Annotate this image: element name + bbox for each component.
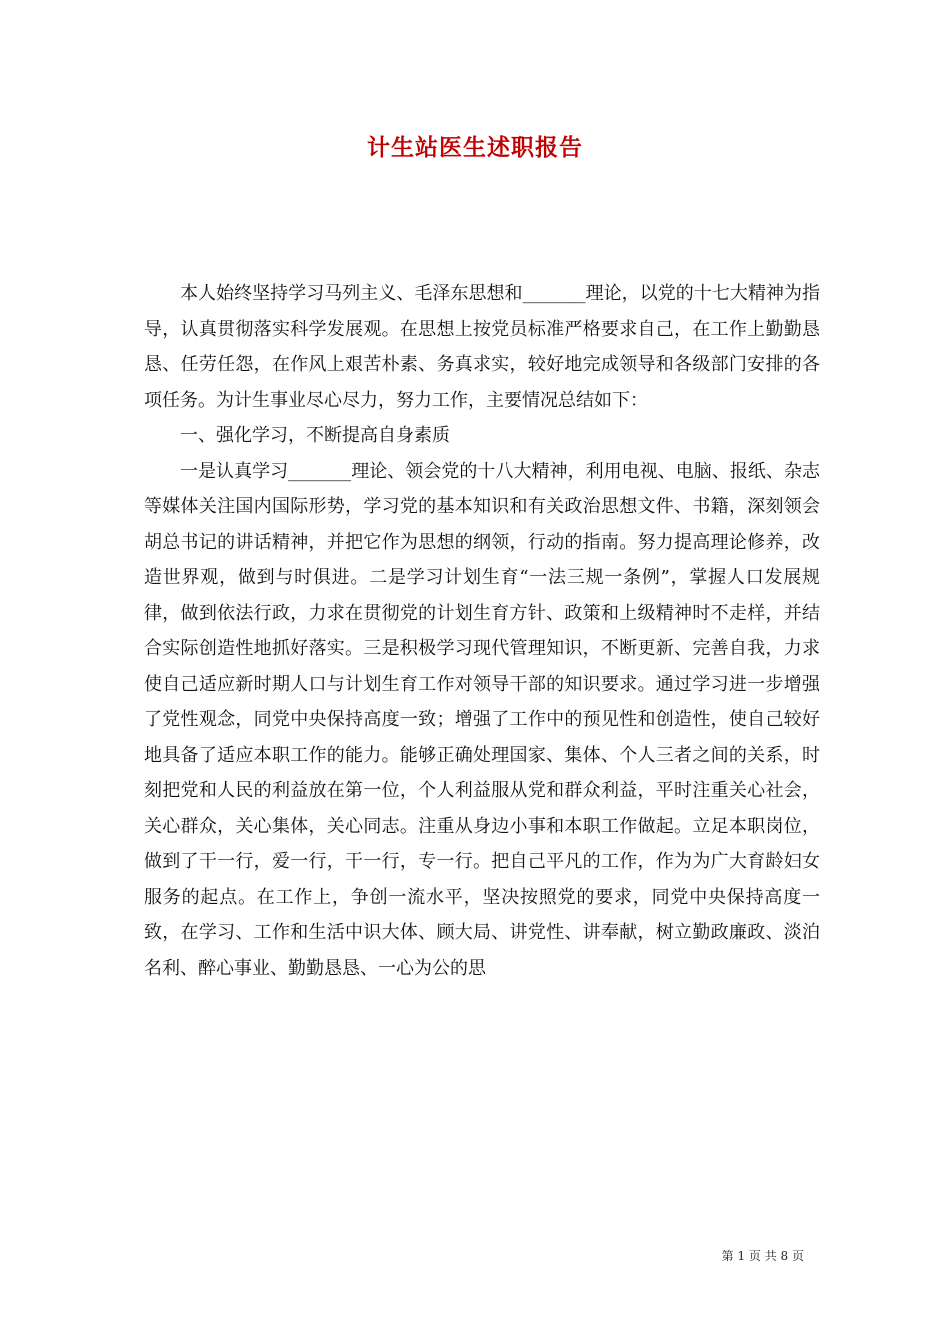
document-body	[144, 276, 820, 986]
section-heading-1: 一、强化学习，不断提高自身素质	[180, 425, 450, 446]
page-number: 第 1 页 共 8 页	[721, 1249, 804, 1263]
paragraph-intro: 本人始终坚持学习马列主义、毛泽东思想和_______理论，以党的十七大精神为指导，认真贯彻落实科学发展观。在思想上按党员标准严格要求自己，在工作上勤勤恳恳、任劳任怨，在作风上艰苦朴素、务真求实，较好地完成领导和各级部门安排的各项任务。为计生事业尽心尽力，努力工作，主要情况总结如下：	[144, 283, 820, 411]
document-title: 计生站医生述职报告	[367, 134, 583, 161]
paragraph-study: 一是认真学习_______理论、领会党的十八大精神，利用电视、电脑、报纸、杂志等媒体关注国内国际形势，学习党的基本知识和有关政治思想文件、书籍，深刻领会胡总书记的讲话精神，并把它作为思想的纲领，行动的指南。努力提高理论修养，改造世界观，做到与时俱进。二是学习计划生育“一法三规一条例”，掌握人口发展规律，做到依法行政，力求在贯彻党的计划生育方针、政策和上级精神时不走样，并结合实际创造性地抓好落实。三是积极学习现代管理知识，不断更新、完善自我，力求使自己适应新时期人口与计划生育工作对领导干部的知识要求。通过学习进一步增强了党性观念，同党中央保持高度一致；增强了工作中的预见性和创造性，使自己较好地具备了适应本职工作的能力。能够正确处理国家、集体、个人三者之间的关系，时刻把党和人民的利益放在第一位，个人利益服从党和群众利益，平时注重关心社会，关心群众，关心集体，关心同志。注重从身边小事和本职工作做起。立足本职岗位，做到了干一行，爱一行，干一行，专一行。把自己平凡的工作，作为为广大育龄妇女服务的起点。在工作上，争创一流水平，坚决按照党的要求，同党中央保持高度一致，在学习、工作和生活中识大体、顾大局、讲党性、讲奉献，树立勤政廉政、淡泊名利、醉心事业、勤勤恳恳、一心为公的思	[144, 460, 820, 979]
